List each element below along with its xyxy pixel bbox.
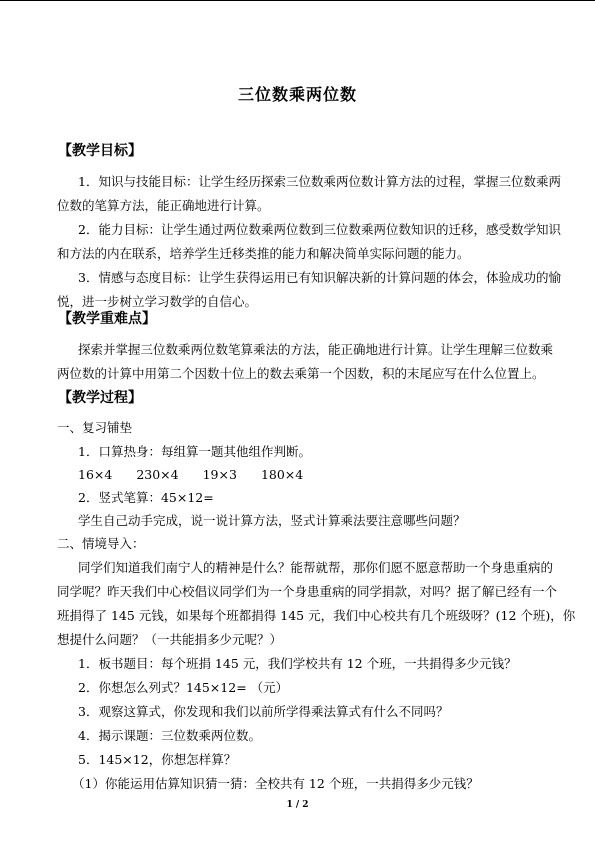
mental-calc-row — [78, 467, 323, 483]
step-item: 2．你想怎么列式？145×12= （元） — [78, 680, 289, 695]
top-border — [0, 0, 595, 1]
process-heading: 【教学过程】 — [58, 390, 142, 406]
goals-line: 位数的笔算方法，能正确地进行计算。 — [57, 198, 270, 213]
step-item: （1）你能运用估算知识猜一猜：全校共有 12 个班，一共捐得多少元钱？ — [72, 776, 479, 791]
page-title: 三位数乘两位数 — [237, 85, 357, 104]
intro-line: 班捐得了 145 元钱，如果每个班都捐得 145 元，我们中心校共有几个班级呀？(12 个班)，你 — [57, 608, 576, 623]
goals-line: 和方法的内在联系，培养学生迁移类推的能力和解决简单实际问题的能力。 — [57, 246, 470, 261]
intro-line: 同学们知道我们南宁人的精神是什么？能帮就帮，那你们愿不愿意帮助一个身患重病的 — [78, 560, 554, 575]
step-item: 3．观察这算式，你发现和我们以前所学得乘法算式有什么不同吗？ — [78, 704, 449, 719]
keypoints-line: 两位数的计算中用第二个因数十位上的数去乘第一个因数，积的末尾应写在什么位置上。 — [57, 366, 545, 381]
keypoints-line: 探索并掌握三位数乘两位数笔算乘法的方法，能正确地进行计算。让学生理解三位数乘 — [78, 342, 554, 357]
step-item: 4．揭示课题：三位数乘两位数。 — [78, 728, 261, 743]
intro-line: 想提什么问题？（一共能捐多少元呢？） — [57, 632, 283, 647]
step-item: 5．145×12，你想怎样算？ — [78, 752, 237, 767]
calc-item: 19×3 — [202, 467, 237, 482]
review-title: 一、复习铺垫 — [57, 420, 133, 435]
goals-line: 1．知识与技能目标：让学生经历探索三位数乘两位数计算方法的过程，掌握三位数乘两 — [78, 174, 561, 189]
goals-line: 2．能力目标：让学生通过两位数乘两位数到三位数乘两位数知识的迁移，感受数学知识 — [78, 222, 561, 237]
intro-title: 二、情境导入： — [57, 536, 145, 551]
keypoints-heading: 【教学重难点】 — [58, 311, 156, 327]
intro-line: 同学呢？昨天我们中心校倡议同学们为一个身患重病的同学捐款，对吗？据了解已经有一个 — [57, 584, 558, 599]
step-item: 1．板书题目：每个班捐 145 元，我们学校共有 12 个班，一共捐得多少元钱？ — [78, 656, 517, 671]
review-note: 学生自己动手完成，说一说计算方法，竖式计算乘法要注意哪些问题？ — [78, 513, 466, 528]
calc-item: 180×4 — [260, 467, 304, 482]
goals-line: 3．情感与态度目标：让学生获得运用已有知识解决新的计算问题的体会，体验成功的愉 — [78, 270, 561, 285]
calc-item: 16×4 — [78, 467, 113, 482]
calc-item: 230×4 — [136, 467, 179, 482]
review-item: 2．竖式笔算：45×12= — [78, 490, 214, 505]
goals-line: 悦，进一步树立学习数学的自信心。 — [57, 294, 258, 309]
page-number: 1 / 2 — [286, 800, 309, 810]
review-item: 1．口算热身：每组算一题其他组作判断。 — [78, 444, 311, 459]
goals-heading: 【教学目标】 — [58, 143, 142, 159]
